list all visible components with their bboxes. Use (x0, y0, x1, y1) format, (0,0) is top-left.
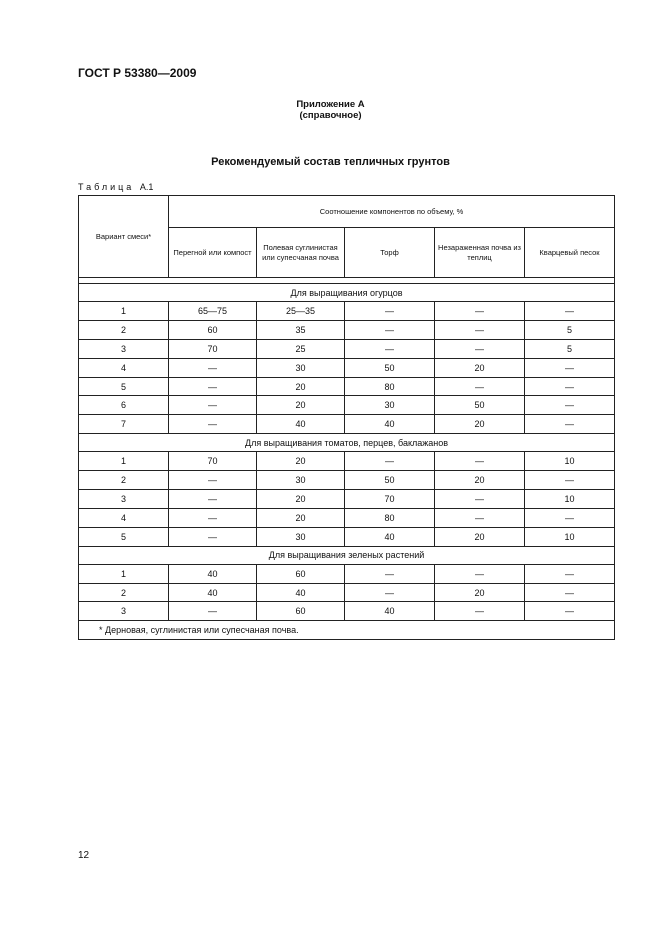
value-cell: — (525, 564, 615, 583)
table-row (79, 452, 615, 471)
value-cell: — (435, 452, 525, 471)
value-cell: — (169, 527, 257, 546)
table-body (79, 278, 615, 621)
value-cell: 50 (435, 396, 525, 415)
value-cell: — (345, 583, 435, 602)
value-cell: 70 (169, 339, 257, 358)
value-cell: — (169, 602, 257, 621)
table-row (79, 471, 615, 490)
variant-cell: 3 (79, 490, 169, 509)
annex-heading (0, 99, 661, 121)
value-cell: — (525, 396, 615, 415)
value-cell: — (169, 377, 257, 396)
value-cell: — (525, 508, 615, 527)
value-cell: 40 (345, 602, 435, 621)
value-cell: 20 (435, 583, 525, 602)
value-cell: 20 (257, 452, 345, 471)
variant-cell: 3 (79, 339, 169, 358)
value-cell: — (435, 339, 525, 358)
value-cell: 40 (345, 527, 435, 546)
value-cell: — (169, 358, 257, 377)
value-cell: 50 (345, 471, 435, 490)
variant-cell: 2 (79, 471, 169, 490)
table-row (79, 377, 615, 396)
table-row (79, 415, 615, 434)
value-cell: 40 (257, 415, 345, 434)
value-cell: — (169, 415, 257, 434)
value-cell: 60 (257, 564, 345, 583)
variant-cell: 5 (79, 377, 169, 396)
soil-composition-table (78, 195, 615, 640)
value-cell: 20 (435, 471, 525, 490)
value-cell: 20 (257, 396, 345, 415)
table-footnote: * Дерновая, суглинистая или супесчаная почва. (79, 621, 615, 640)
value-cell: 80 (345, 508, 435, 527)
variant-cell: 1 (79, 564, 169, 583)
value-cell: 5 (525, 320, 615, 339)
table-row (79, 564, 615, 583)
table-label-number: А.1 (139, 182, 154, 192)
page-title: Рекомендуемый состав тепличных грунтов (211, 156, 450, 168)
value-cell: — (525, 471, 615, 490)
column-header: Незараженная почва из теплиц (435, 228, 525, 278)
variant-cell: 4 (79, 508, 169, 527)
value-cell: 40 (257, 583, 345, 602)
table-row (79, 583, 615, 602)
value-cell: 30 (257, 527, 345, 546)
document-code: ГОСТ Р 53380—2009 (78, 66, 197, 80)
value-cell: — (525, 358, 615, 377)
value-cell: — (525, 302, 615, 321)
value-cell: 70 (345, 490, 435, 509)
value-cell: 40 (169, 583, 257, 602)
column-header: Перегной или компост (169, 228, 257, 278)
variant-cell: 3 (79, 602, 169, 621)
value-cell: 20 (257, 490, 345, 509)
variant-cell: 5 (79, 527, 169, 546)
variant-cell: 6 (79, 396, 169, 415)
value-cell: — (435, 490, 525, 509)
value-cell: — (345, 452, 435, 471)
value-cell: — (435, 377, 525, 396)
table-row (79, 490, 615, 509)
value-cell: 50 (345, 358, 435, 377)
value-cell: — (435, 602, 525, 621)
value-cell: 80 (345, 377, 435, 396)
value-cell: 20 (435, 358, 525, 377)
value-cell: 35 (257, 320, 345, 339)
variant-cell: 2 (79, 320, 169, 339)
value-cell: — (525, 583, 615, 602)
annex-subtitle: (справочное) (299, 110, 362, 121)
table-label-prefix: Таблица (78, 182, 135, 192)
page-number: 12 (78, 850, 90, 861)
variant-cell: 1 (79, 452, 169, 471)
column-header-variant: Вариант смеси* (79, 196, 169, 278)
value-cell: — (169, 508, 257, 527)
value-cell: — (345, 339, 435, 358)
value-cell: — (345, 302, 435, 321)
value-cell: 60 (169, 320, 257, 339)
value-cell: 10 (525, 490, 615, 509)
value-cell: 30 (345, 396, 435, 415)
value-cell: — (169, 490, 257, 509)
value-cell: 70 (169, 452, 257, 471)
value-cell: 20 (257, 508, 345, 527)
column-header: Торф (345, 228, 435, 278)
section-title: Для выращивания томатов, перцев, баклажанов (79, 434, 615, 452)
table-row (79, 527, 615, 546)
value-cell: — (525, 415, 615, 434)
table-row (79, 320, 615, 339)
table-row (79, 602, 615, 621)
value-cell: — (525, 377, 615, 396)
value-cell: 10 (525, 527, 615, 546)
value-cell: — (169, 396, 257, 415)
table-row (79, 339, 615, 358)
value-cell: 20 (257, 377, 345, 396)
value-cell: — (435, 508, 525, 527)
section-title: Для выращивания зеленых растений (79, 546, 615, 564)
value-cell: — (435, 302, 525, 321)
column-group-header: Соотношение компонентов по объему, % (169, 196, 615, 228)
section-row (79, 546, 615, 564)
variant-cell: 2 (79, 583, 169, 602)
value-cell: 40 (345, 415, 435, 434)
value-cell: 30 (257, 471, 345, 490)
value-cell: 65—75 (169, 302, 257, 321)
value-cell: — (169, 471, 257, 490)
value-cell: — (435, 320, 525, 339)
column-header: Полевая суглинистая или супесчаная почва (257, 228, 345, 278)
table-label (78, 182, 153, 192)
section-row (79, 284, 615, 302)
value-cell: 25 (257, 339, 345, 358)
value-cell: 20 (435, 415, 525, 434)
table-row (79, 358, 615, 377)
column-header: Кварцевый песок (525, 228, 615, 278)
value-cell: — (345, 320, 435, 339)
section-row (79, 434, 615, 452)
value-cell: 40 (169, 564, 257, 583)
table-row (79, 508, 615, 527)
table-row (79, 302, 615, 321)
value-cell: — (435, 564, 525, 583)
value-cell: 10 (525, 452, 615, 471)
value-cell: 20 (435, 527, 525, 546)
section-title: Для выращивания огурцов (79, 284, 615, 302)
variant-cell: 4 (79, 358, 169, 377)
annex-title: Приложение А (296, 99, 365, 110)
value-cell: — (345, 564, 435, 583)
value-cell: 5 (525, 339, 615, 358)
value-cell: 25—35 (257, 302, 345, 321)
value-cell: 60 (257, 602, 345, 621)
variant-cell: 1 (79, 302, 169, 321)
variant-cell: 7 (79, 415, 169, 434)
table-row (79, 396, 615, 415)
value-cell: — (525, 602, 615, 621)
value-cell: 30 (257, 358, 345, 377)
